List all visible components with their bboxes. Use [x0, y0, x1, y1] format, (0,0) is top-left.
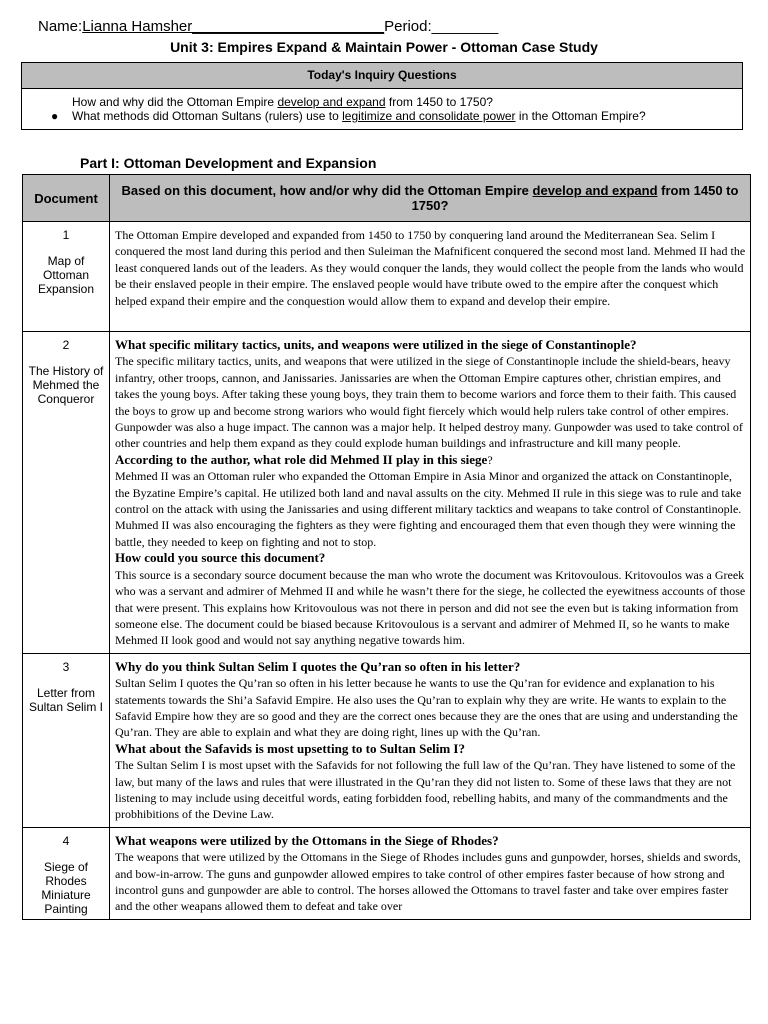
- table-row: [23, 827, 751, 919]
- answer-cell: [110, 222, 751, 332]
- document-cell: [23, 653, 110, 827]
- answer-cell: What specific military tactics, units, and weapons were utilized in the siege of Constantinople? The specific military tactics, units, and weapons that were utilized in the siege of Constantinople include the shield-bears, heavy infantry, other troops, cannon, and Janissaries. Janissaries are when the Ottoman Empire captures other, christian empires, and takes the young boys. After taking these young boys, they train them to become wariors and force them to their faith. This caused the boys to grow up and become strong wariors who would fight fiercely which would help rulers take control of other empires. Gunpowder was also a huge impact. The cannon was a major help. It helped destroy many. Gunpowder was used to take control of other countries and help them expand as they could explode human buildings and infrastructure and kill many people. According to the author, what role did Mehmed II play in this siege? Mehmed II was an Ottoman ruler who expanded the Ottoman Empire in Asia Minor and organized the attack on Constantinople, the Byzatine Empire’s capital. He utilized both land and naval assults on the city. Mehmed II rule in this siege was to rule and take control on the attack with using the Janissaries and using different military tacktics and weapans to take control of Constantinople. Muhmed II was also encouraging the fighters as they were fighting and encouraged them that even though they were winning the battle, they needed to keep on fighting and not to stop. How could you source this document? This source is a secondary source document because the man who wrote the document was Kritovoulous. Kritovoulos was a Greek who was a servant and admirer of Mehmed II and while he wasn’t there for the siege, he collected the eyewitness accounts of those that were present. This explains how Kritovoulous was not there in person and did not see the even but is taking information from someone else. The document could be biased because Kritovoulous is a servant and admirer of Mehmed II, so he wants to make Mehmed II look good and would not say anything negative towards him.: [110, 332, 751, 654]
- inquiry-box: [21, 62, 743, 130]
- document-number: 3: [62, 659, 70, 674]
- question-text: What about the Safavids is most upsetting to to Sultan Selim I?: [115, 740, 465, 756]
- period-label: Period:: [384, 18, 432, 35]
- page-title: Unit 3: Empires Expand & Maintain Power - Ottoman Case Study: [170, 39, 598, 55]
- inquiry-question-2: ● What methods did Ottoman Sultans (rulers) use to legitimize and consolidate power in the Ottoman Empire?: [51, 109, 646, 123]
- document-title: The History of Mehmed the Conqueror: [28, 364, 104, 406]
- answer-cell: [110, 653, 751, 827]
- answer-text: The weapons that were utilized by the Ottomans in the Siege of Rhodes includes guns and gunpowder, horses, shields and swords, and bow-in-arrow. The guns and gunpowder allowed empires to take control of other empires faster because of how strong and incontrol guns and gunpowder are able to control. The horses allowed the Ottomans to travel faster and take over empires faster and the other weapans allowed them to defeat and take over: [115, 850, 741, 914]
- bullet-icon: ●: [51, 109, 59, 123]
- table-row: [23, 332, 751, 654]
- table-row: [23, 653, 751, 827]
- document-number: 1: [62, 228, 70, 242]
- question-text: According to the author, what role did Mehmed II play in this siege: [115, 451, 488, 467]
- question-text: Why do you think Sultan Selim I quotes the Qu’ran so often in his letter?: [115, 658, 521, 674]
- answer-text: Sultan Selim I quotes the Qu’ran so often in his letter because he wants to use the Qu’ran for evidence and explanation to his statements towards the Shi’a Safavid Empire. He also uses the Qu’ran to explain why they are write. He wants to explain to the Safavid Empire how they are so good and they are the correct ones because they are the ones that are using and understanding the Qu’ran. They are able to explain and what they are doing right, lines up with the Qu’ran.: [115, 676, 738, 740]
- document-title: Letter from Sultan Selim I: [28, 685, 104, 714]
- answer-text: The specific military tactics, units, and weapons that were utilized in the siege of Constantinople include the shield-bears, heavy infantry, other troops, cannon, and Janissaries. Janissaries are when the Ottoman Empire captures other, christian empires, and takes the young boys. After taking these young boys, they train them to become wariors and force them to their faith. This caused the boys to grow up and become strong wariors who would fight fiercely which would help rulers take control of other empires. Gunpowder was also a huge impact. The cannon was a major help. It helped destroy many. Gunpowder was used to take control of other countries and help them expand as they could explode human buildings and infrastructure and kill many people.: [115, 354, 743, 451]
- question-text: What weapons were utilized by the Ottomans in the Siege of Rhodes?: [115, 832, 499, 848]
- document-number: 2: [62, 338, 70, 352]
- answer-text: Mehmed II was an Ottoman ruler who expanded the Ottoman Empire in Asia Minor and organized the attack on Constantinople, the Byzatine Empire’s capital. He utilized both land and naval assults on the city. Mehmed II rule in this siege was to rule and take control on the attack with using the Janissaries and using different military tacktics and weapans to take control of Constantinople. Muhmed II was also encouraging the fighters as they were fighting and encouraged them that even though they were winning the battle, they needed to keep on fighting and not to stop.: [115, 469, 742, 549]
- answer-text: The Ottoman Empire developed and expanded from 1450 to 1750 by conquering land around the Mediterranean Sea. Selim I conquered the most land during this period and then Suleiman the Mafnificent conquered the second most land. Mehmed II had the least conquered lands out of the leaders. As they would conquer the lands, they would collect the people from the lands who would be their enslaved people in their empire. The enslaved people would have tribute owed to the empire after the conquest which helped expand their empire and the conquestion would allow them to expand and develop their empire.: [115, 228, 746, 308]
- document-number: 4: [62, 833, 70, 848]
- answer-cell: [110, 827, 751, 919]
- inquiry-questions: [22, 89, 742, 129]
- document-cell: [23, 827, 110, 919]
- table-row: [23, 222, 751, 332]
- inquiry-heading: Today's Inquiry Questions: [22, 63, 742, 89]
- document-cell: [23, 222, 110, 332]
- name-label: Name:: [38, 18, 83, 35]
- document-title: Map of Ottoman Expansion: [37, 254, 95, 296]
- answer-text: The Sultan Selim I is most upset with the Safavids for not following the full law of the Qu’ran. They have listened to some of the law, but many of the laws and rules that were illustrated in the Qu’ran they did not listen to. Some of these laws that they are not listening to may include using deceitful words, eating forbidden food, rebelling habits, and many of the commandments and the probhibitions of the Devine Law.: [115, 758, 736, 822]
- part-1-title: Part I: Ottoman Development and Expansion: [80, 155, 377, 171]
- document-table: [22, 174, 751, 920]
- question-text: How could you source this document?: [115, 550, 326, 566]
- question-column-header: Based on this document, how and/or why did the Ottoman Empire develop and expand from 1450 to 1750?: [110, 175, 751, 222]
- student-name: Lianna Hamsher_______________________: [82, 18, 385, 35]
- name-period-line: [38, 18, 498, 35]
- document-cell: [23, 332, 110, 654]
- document-column-header: Document: [23, 175, 110, 222]
- document-title: Siege of Rhodes Miniature Painting: [41, 859, 91, 916]
- question-text: What specific military tactics, units, and weapons were utilized in the siege of Constantinople?: [115, 337, 637, 352]
- answer-text: This source is a secondary source document because the man who wrote the document was Kritovoulous. Kritovoulos was a Greek who was a servant and admirer of Mehmed II and while he wasn’t there for the siege, he collected the eyewitness accounts of those that were present. This explains how Kritovoulous was not there in person and did not see the even but is taking information from someone else. The document could be biased because Kritovoulous is a servant and admirer of Mehmed II, so he wants to make Mehmed II look good and would not say anything negative towards him.: [115, 567, 746, 648]
- inquiry-question-1: How and why did the Ottoman Empire develop and expand from 1450 to 1750?: [72, 95, 493, 109]
- table-header-row: [23, 175, 751, 222]
- period-blank: ________: [431, 18, 499, 35]
